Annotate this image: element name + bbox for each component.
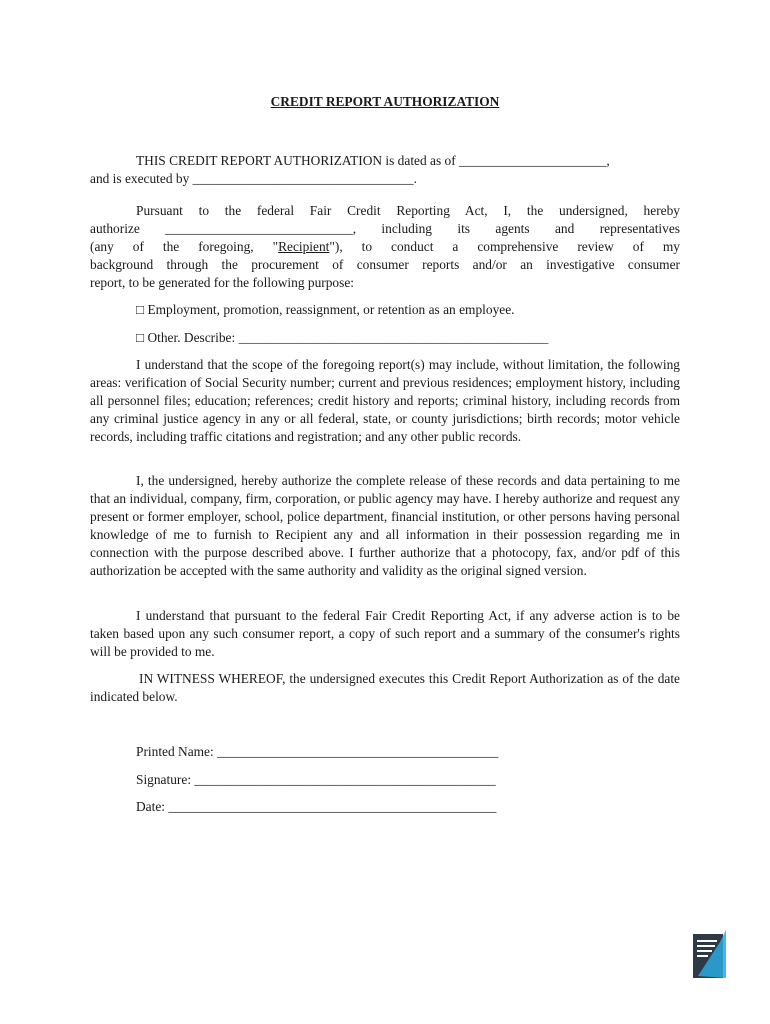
purpose-paragraph [90,202,680,292]
scope-section [90,356,680,446]
checkbox-icon[interactable]: □ [136,302,145,317]
release-section [90,472,680,580]
executed-by-blank[interactable]: _________________________________ [192,171,414,186]
other-option[interactable] [136,329,548,347]
intro-line-1: THIS CREDIT REPORT AUTHORIZATION is dated as of ______________________, [136,153,610,168]
intro-executed-text: and is executed by [90,171,190,186]
authorize-blank[interactable]: ____________________________ [165,221,353,236]
printed-name-row [136,743,498,761]
intro-line-2: and is executed by _________________________________. [90,171,417,186]
witness-section [90,670,680,706]
document-title: CREDIT REPORT AUTHORIZATION [270,94,500,109]
date-row [136,798,496,816]
purpose-line-1: Pursuant to the federal Fair Credit Reporting Act, I, the undersigned, hereby [136,203,680,218]
purpose-line-5: report, to be generated for the following purpose: [90,275,355,290]
date-blank[interactable]: ______________________ [459,153,607,168]
release-paragraph: I, the undersigned, hereby authorize the complete release of these records and data pertaining to me that an individual, company, firm, corporation, or public agency may have. I hereby authorize and request any present or former employer, school, police department, financial institution, or other persons having personal knowledge of me to furnish to Recipient any and all information in their possession regarding me in connection with the purpose described above. I further authorize that a photocopy, fax, and/or pdf of this authorization be accepted with the same authority and validity as the original signed version. [90,473,680,578]
purpose-line-3: (any of the foregoing, "Recipient"), to conduct a comprehensive review of my [90,239,680,254]
scope-paragraph: I understand that the scope of the foregoing report(s) may include, without limitation, the following areas: verification of Social Security number; current and previous residences; employment history, including all personnel files; education; references; credit history and reports; criminal history, including records from any criminal justice agency in any or all federal, state, or county jurisdictions; birth records; motor vehicle records, including traffic citations and registration; and any other public records. [90,357,680,444]
date-field[interactable]: _________________________________________________ [168,799,497,814]
checkbox-icon[interactable]: □ [136,330,145,345]
signature-row [136,771,496,789]
employment-option[interactable] [136,301,515,319]
signature-label: Signature: [136,772,192,787]
other-option-label: Other. Describe: [147,330,236,345]
adverse-paragraph: I understand that pursuant to the federal Fair Credit Reporting Act, if any adverse action is to be taken based upon any such consumer report, a copy of such report and a summary of the consumer's rights will be provided to me. [90,608,680,659]
signature-field[interactable]: _____________________________________________ [194,772,496,787]
recipient-term: Recipient [278,239,330,254]
date-label: Date: [136,799,165,814]
document-logo-icon [692,928,730,982]
other-describe-blank[interactable]: __________________________________________________ [238,331,549,345]
purpose-line-2: authorize ____________________________, including its agents and representatives [90,221,680,236]
witness-paragraph: IN WITNESS WHEREOF, the undersigned executes this Credit Report Authorization as of the date indicated below. [90,671,680,704]
adverse-section [90,607,680,661]
employment-option-label: Employment, promotion, reassignment, or retention as an employee. [147,302,515,317]
intro-section [90,152,680,188]
printed-name-label: Printed Name: [136,744,214,759]
purpose-line-4: background through the procurement of consumer reports and/or an investigative consumer [90,257,680,272]
intro-dated-text: THIS CREDIT REPORT AUTHORIZATION is dated as of [136,153,456,168]
printed-name-field[interactable]: __________________________________________ [217,744,499,759]
